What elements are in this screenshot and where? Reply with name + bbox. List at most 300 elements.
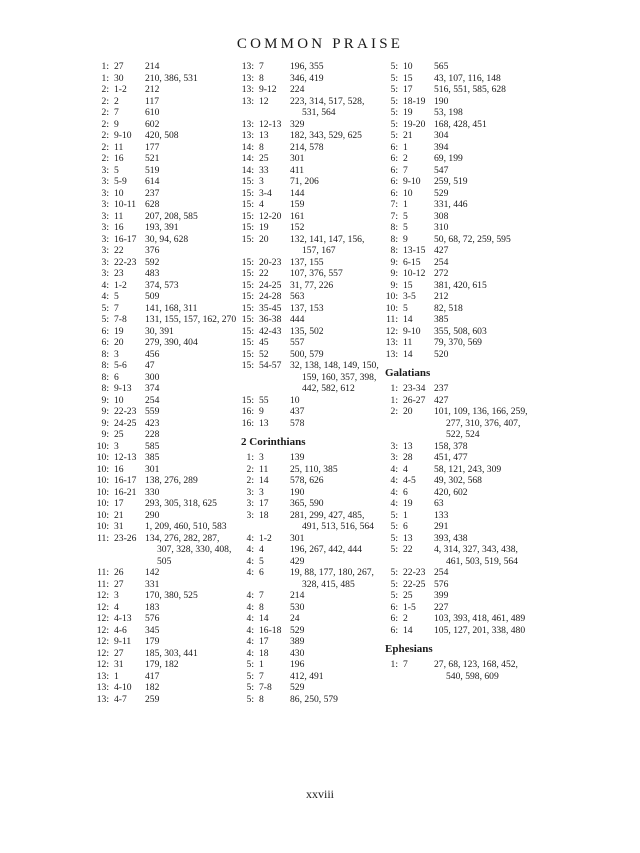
verse-ref: 45 [259,337,269,348]
index-entry [241,567,383,590]
chapter-ref: 6: [390,176,398,187]
chapter-ref: 2: [101,95,109,107]
verse-ref: 9-11 [114,636,132,647]
verse-ref: 16 [114,463,124,475]
chapter-ref: 8: [390,245,398,256]
hymn-numbers: 71, 206 [290,176,319,187]
verse-ref: 25 [403,590,413,601]
verse-ref: 5 [114,291,119,302]
hymn-numbers: 210, 386, 531 [145,72,198,84]
chapter-ref: 4: [246,567,254,578]
index-entry [385,268,535,280]
index-entry [96,257,238,269]
index-entry [241,510,383,533]
chapter-ref: 1: [390,394,398,406]
chapter-ref: 4: [246,613,254,624]
verse-ref: 9-10 [403,325,421,337]
chapter-ref: 12: [96,590,109,601]
chapter-ref: 3: [246,509,254,521]
hymn-numbers: 254 [145,394,160,406]
hymn-numbers: 259 [145,693,160,705]
hymn-numbers: 430 [290,647,305,659]
hymn-numbers: 212 [145,84,160,95]
chapter-ref: 3: [101,268,109,279]
chapter-ref: 10: [96,486,109,498]
verse-ref: 30 [114,72,124,84]
verse-ref: 7 [403,659,408,670]
chapter-ref: 15: [241,302,254,314]
book-heading: 2 Corinthians [241,436,306,448]
verse-ref: 4 [259,199,264,210]
hymn-numbers: 456 [145,348,160,360]
chapter-ref: 15: [241,210,254,222]
chapter-ref: 10: [385,291,398,302]
verse-ref: 35-45 [259,302,282,314]
index-entry [96,418,238,430]
index-entry [96,107,238,119]
verse-ref: 11 [259,463,269,475]
chapter-ref: 4: [246,601,254,613]
hymn-numbers: 31, 77, 226 [290,279,334,291]
index-entry [96,326,238,338]
verse-ref: 18-19 [403,95,426,107]
chapter-ref: 10: [96,509,109,521]
verse-ref: 28 [403,452,413,463]
index-entry [241,280,383,292]
index-entry [241,671,383,683]
hymn-numbers: 254 [434,567,449,578]
chapter-ref: 6: [390,164,398,176]
hymn-numbers: 381, 420, 615 [434,279,487,291]
hymn-numbers: 331 [145,578,160,590]
hymn-numbers: 32, 138, 148, 149, 150, 159, 160, 357, 398, 442, 582, 612 [290,360,379,394]
chapter-ref: 13: [241,95,254,107]
index-entry [96,372,238,384]
chapter-ref: 15: [241,187,254,199]
hymn-numbers: 69, 199 [434,153,463,164]
index-column-3 [385,61,535,682]
hymn-numbers: 19, 88, 177, 180, 267, 328, 415, 485 [290,567,374,590]
chapter-ref: 4: [246,636,254,647]
verse-ref: 6 [403,521,408,532]
chapter-ref: 5: [390,578,398,590]
hymn-numbers: 223, 314, 517, 528, 531, 564 [290,95,365,118]
verse-ref: 19 [403,498,413,509]
chapter-ref: 2: [390,406,398,417]
chapter-ref: 5: [390,567,398,578]
hymn-numbers: 417 [145,670,160,682]
hymn-numbers: 158, 378 [434,440,468,452]
hymn-numbers: 547 [434,164,449,176]
chapter-ref: 3: [390,452,398,463]
index-entry [241,464,383,476]
hymn-numbers: 103, 393, 418, 461, 489 [434,613,526,624]
verse-ref: 14 [403,624,413,636]
chapter-ref: 12: [96,636,109,647]
index-entry [241,211,383,223]
hymn-numbers: 105, 127, 201, 338, 480 [434,624,526,636]
index-entry [241,452,383,464]
verse-ref: 20-23 [259,256,282,268]
hymn-numbers: 79, 370, 569 [434,337,482,348]
hymn-numbers: 376 [145,245,160,256]
index-entry [241,395,383,407]
index-entry [385,153,535,165]
index-entry [96,498,238,510]
hymn-numbers: 385 [434,314,449,325]
verse-ref: 3 [259,176,264,187]
hymn-numbers: 152 [290,222,305,233]
hymn-numbers: 27, 68, 123, 168, 452, 540, 598, 609 [434,659,518,682]
chapter-ref: 15: [241,314,254,325]
chapter-ref: 5: [390,509,398,521]
hymn-numbers: 179, 182 [145,659,179,670]
chapter-ref: 13: [96,693,109,705]
verse-ref: 31 [114,521,124,532]
hymn-numbers: 183 [145,601,160,613]
index-entry [241,533,383,545]
chapter-ref: 8: [390,233,398,245]
index-entry [96,119,238,131]
hymn-numbers: 301 [290,532,305,544]
index-entry [96,567,238,579]
chapter-ref: 9: [101,417,109,429]
hymn-numbers: 483 [145,268,160,279]
hymn-numbers: 355, 508, 603 [434,325,487,337]
verse-ref: 22-23 [403,567,426,578]
hymn-numbers: 411 [290,164,305,176]
hymn-numbers: 63 [434,498,444,509]
index-entry [385,211,535,223]
index-entry [241,303,383,315]
hymn-numbers: 293, 305, 318, 625 [145,498,217,509]
index-entry [385,314,535,326]
verse-ref: 36-38 [259,314,282,325]
verse-ref: 3 [114,590,119,601]
index-entry [96,73,238,85]
chapter-ref: 11: [97,567,109,578]
verse-ref: 6-15 [403,256,421,268]
hymn-numbers: 399 [434,590,449,601]
index-entry [241,418,383,430]
chapter-ref: 13: [241,72,254,84]
index-entry [385,107,535,119]
index-entry [241,314,383,326]
hymn-numbers: 185, 303, 441 [145,647,198,659]
hymn-numbers: 308 [434,210,449,222]
verse-ref: 12-20 [259,210,282,222]
hymn-numbers: 30, 391 [145,325,174,337]
verse-ref: 5 [259,555,264,567]
verse-ref: 5-6 [114,360,127,371]
chapter-ref: 1: [101,61,109,72]
verse-ref: 7 [259,590,264,601]
verse-ref: 9-13 [114,383,132,394]
index-entry [96,406,238,418]
verse-ref: 19 [114,325,124,337]
hymn-numbers: 24 [290,613,300,624]
verse-ref: 6 [403,486,408,498]
verse-ref: 26 [114,567,124,578]
hymn-numbers: 107, 376, 557 [290,268,343,279]
hymn-numbers: 385 [145,452,160,463]
verse-ref: 5 [403,210,408,222]
hymn-numbers: 43, 107, 116, 148 [434,72,501,84]
hymn-numbers: 58, 121, 243, 309 [434,463,502,475]
verse-ref: 18 [259,647,269,659]
hymn-numbers: 437 [290,406,305,417]
hymn-numbers: 138, 276, 289 [145,475,198,486]
hymn-numbers: 602 [145,118,160,130]
verse-ref: 13-15 [403,245,426,256]
index-entry [96,199,238,211]
verse-ref: 13 [403,532,413,544]
chapter-ref: 10: [96,475,109,486]
index-entry [96,452,238,464]
index-entry [385,245,535,257]
index-entry [385,142,535,154]
index-entry [385,73,535,85]
chapter-ref: 15: [241,222,254,233]
index-entry [385,590,535,602]
verse-ref: 52 [259,348,269,360]
chapter-ref: 5: [246,659,254,670]
chapter-ref: 2: [101,141,109,153]
chapter-ref: 4: [246,590,254,601]
chapter-ref: 5: [101,314,109,325]
verse-ref: 27 [114,61,124,72]
chapter-ref: 3: [101,164,109,176]
chapter-ref: 6: [101,325,109,337]
hymn-numbers: 139 [290,452,305,463]
chapter-ref: 14: [241,153,254,164]
hymn-numbers: 420, 508 [145,130,179,141]
index-entry [385,406,535,441]
verse-ref: 16 [114,153,124,164]
hymn-numbers: 521 [145,153,160,164]
verse-ref: 1 [403,509,408,521]
index-entry [385,349,535,361]
index-entry [96,648,238,660]
verse-ref: 1-2 [114,279,127,291]
verse-ref: 9-10 [114,130,132,141]
chapter-ref: 3: [390,440,398,452]
verse-ref: 23 [114,268,124,279]
hymn-numbers: 177 [145,141,160,153]
verse-ref: 4-10 [114,682,132,693]
verse-ref: 22 [114,245,124,256]
chapter-ref: 3: [246,486,254,498]
index-entry [385,383,535,395]
chapter-ref: 13: [241,130,254,141]
index-entry [241,590,383,602]
hymn-numbers: 25, 110, 385 [290,463,338,475]
hymn-numbers: 49, 302, 568 [434,475,482,486]
index-entry [385,625,535,637]
hymn-numbers: 610 [145,107,160,118]
index-entry [96,533,238,568]
verse-ref: 2 [114,95,119,107]
chapter-ref: 8: [101,371,109,383]
hymn-numbers: 228 [145,429,160,440]
index-entry [241,648,383,660]
index-entry [241,625,383,637]
verse-ref: 21 [403,130,413,141]
hymn-numbers: 516, 551, 585, 628 [434,84,506,95]
chapter-ref: 8: [101,360,109,371]
index-entry [385,234,535,246]
chapter-ref: 4: [246,532,254,544]
chapter-ref: 1: [246,452,254,463]
hymn-numbers: 272 [434,268,449,279]
index-entry [241,659,383,671]
hymn-numbers: 227 [434,601,449,613]
verse-ref: 5-9 [114,176,127,187]
index-entry [241,188,383,200]
verse-ref: 4 [114,601,119,613]
index-entry [241,694,383,706]
verse-ref: 12 [259,95,269,107]
chapter-ref: 4: [101,291,109,302]
index-entry [385,452,535,464]
chapter-ref: 12: [96,659,109,670]
index-entry [241,291,383,303]
index-entry [96,245,238,257]
chapter-ref: 16: [241,417,254,429]
index-entry [96,291,238,303]
hymn-numbers: 131, 155, 157, 162, 270 [145,314,237,325]
hymn-numbers: 329 [290,118,305,130]
hymn-numbers: 423 [145,417,160,429]
index-entry [385,84,535,96]
book-heading: Galatians [385,367,431,379]
verse-ref: 16-17 [114,475,137,486]
index-entry [96,84,238,96]
index-entry [96,314,238,326]
index-entry [385,280,535,292]
index-entry [96,521,238,533]
verse-ref: 4 [259,544,264,555]
verse-ref: 25 [114,429,124,440]
chapter-ref: 9: [390,256,398,268]
chapter-ref: 6: [390,613,398,624]
verse-ref: 7 [259,61,264,72]
index-entry [241,487,383,499]
hymn-numbers: 82, 518 [434,302,463,314]
index-entry [241,222,383,234]
verse-ref: 10 [403,187,413,199]
verse-ref: 33 [259,164,269,176]
hymn-numbers: 529 [290,624,305,636]
hymn-numbers: 427 [434,394,449,406]
hymn-numbers: 137, 155 [290,256,324,268]
chapter-ref: 3: [101,187,109,199]
chapter-ref: 7: [390,199,398,210]
chapter-ref: 5: [390,118,398,130]
index-entry [241,406,383,418]
chapter-ref: 6: [390,624,398,636]
chapter-ref: 15: [241,360,254,371]
index-entry [241,349,383,361]
index-entry [385,222,535,234]
index-entry [241,475,383,487]
chapter-ref: 5: [246,670,254,682]
chapter-ref: 6: [390,141,398,153]
verse-ref: 17 [114,498,124,509]
chapter-ref: 15: [241,268,254,279]
chapter-ref: 16: [241,406,254,417]
hymn-numbers: 281, 299, 427, 485, 491, 513, 516, 564 [290,509,374,532]
chapter-ref: 12: [96,647,109,659]
hymn-numbers: 182 [145,682,160,693]
hymn-numbers: 179 [145,636,160,647]
chapter-ref: 5: [390,590,398,601]
verse-ref: 20 [114,337,124,348]
index-entry [96,682,238,694]
hymn-numbers: 500, 579 [290,348,324,360]
index-entry [241,613,383,625]
index-entry [96,590,238,602]
index-entry [385,326,535,338]
index-entry [96,61,238,73]
hymn-numbers: 101, 109, 136, 166, 259, 277, 310, 376, 407, 522, 524 [434,406,528,440]
chapter-ref: 5: [390,95,398,107]
chapter-ref: 4: [101,279,109,291]
index-entry [385,487,535,499]
index-entry [96,130,238,142]
verse-ref: 11 [114,210,124,222]
verse-ref: 31 [114,659,124,670]
hymn-numbers: 519 [145,164,160,176]
hymn-numbers: 135, 502 [290,325,324,337]
hymn-numbers: 291 [434,521,449,532]
verse-ref: 16-21 [114,486,137,498]
chapter-ref: 13: [241,84,254,95]
chapter-ref: 5: [246,682,254,693]
index-entry [241,199,383,211]
hymn-numbers: 420, 602 [434,486,468,498]
chapter-ref: 2: [246,475,254,486]
chapter-ref: 2: [101,118,109,130]
hymn-numbers: 304 [434,130,449,141]
chapter-ref: 9: [390,279,398,291]
verse-ref: 16 [114,222,124,233]
verse-ref: 23-34 [403,383,426,394]
hymn-numbers: 576 [434,578,449,590]
index-entry [241,498,383,510]
hymn-numbers: 374, 573 [145,279,179,291]
chapter-ref: 5: [390,130,398,141]
hymn-numbers: 161 [290,210,305,222]
chapter-ref: 2: [246,463,254,475]
verse-ref: 24-28 [259,291,282,302]
hymn-numbers: 374 [145,383,160,394]
verse-ref: 4 [403,463,408,475]
index-entry [96,429,238,441]
verse-ref: 20 [403,406,413,417]
verse-ref: 22 [259,268,269,279]
verse-ref: 17 [259,636,269,647]
hymn-numbers: 565 [434,61,449,72]
index-entry [385,119,535,131]
verse-ref: 9-10 [403,176,421,187]
index-entry [96,613,238,625]
verse-ref: 10-12 [403,268,426,279]
hymn-numbers: 137, 153 [290,302,324,314]
hymn-numbers: 190 [434,95,449,107]
chapter-ref: 5: [390,84,398,95]
index-entry [96,188,238,200]
